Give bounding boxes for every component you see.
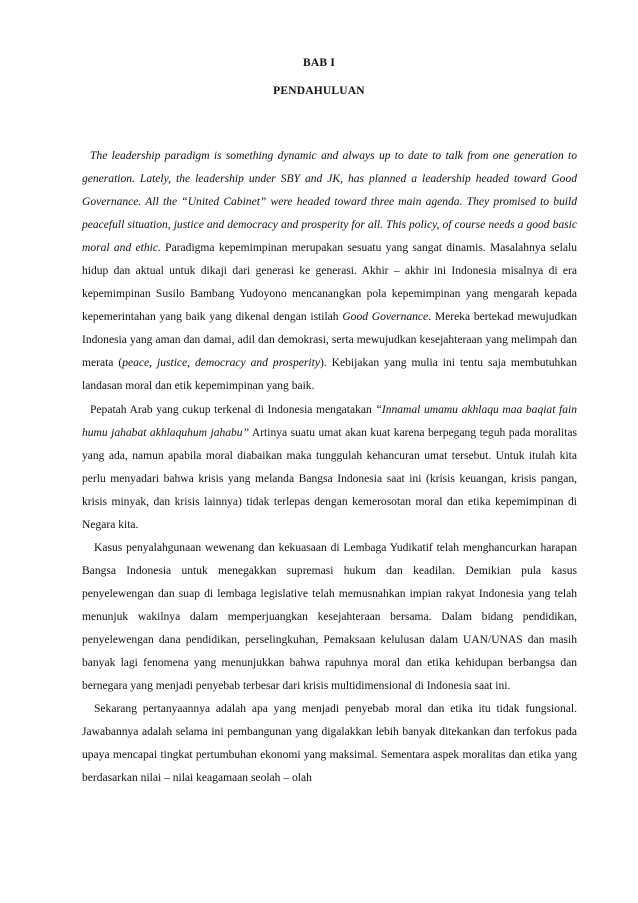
paragraph-2-text-b: Artinya suatu umat akan kuat karena berpegang teguh pada moralitas yang ada, namun apabila moral diabaikan maka tunggulah kehancuran umat tersebut. Untuk itulah kita perlu menyadari bahwa krisis yang melanda Bangsa Indonesia saat ini (krisis keuangan, krisis pangan, krisis minyak, dan krisis lainnya) tidak terlepas dengan kemerosotan moral dan etika kepemimpinan di Negara kita. (82, 426, 577, 531)
paragraph-3: Kasus penyalahgunaan wewenang dan kekuasaan di Lembaga Yudikatif telah menghancurkan harapan Bangsa Indonesia untuk menegakkan supremasi hukum dan keadilan. Demikian pula kasus penyelewengan dan suap di lembaga legislative telah memusnahkan impian rakyat Indonesia yang telah menunjuk wakilnya dalam memperjuangkan kesejahteraan bersama. Dalam bidang pendidikan, penyelewengan dana pendidikan, perselingkuhan, Pemaksaan kelulusan dalam UAN/UNAS dan masih banyak lagi fenomena yang menunjukkan bahwa rapuhnya moral dan etika kehidupan berbangsa dan bernegara yang menjadi penyebab terbesar dari krisis multidimensional di Indonesia saat ini. (82, 541, 577, 693)
term-good-governance: Good Governance (342, 311, 429, 324)
english-abstract: The leadership paradigm is something dynamic and always up to date to talk from one generation to generation. Lately, the leadership under SBY and JK, has planned a leadership headed toward Good Governance. All the “United Cabinet” were headed toward three main agenda. They promised to build peacefull situation, justice and democracy and prosperity for all. This policy, of course needs a good basic moral and ethic. (82, 150, 577, 255)
paragraph-4: Sekarang pertanyaannya adalah apa yang menjadi penyebab moral dan etika itu tidak fungsional. Jawabannya adalah selama ini pembangunan yang digalakkan lebih banyak ditekankan dan terfokus pada upaya mencapai tingkat pertumbuhan ekonomi yang maksimal. Sementara aspek moralitas dan etika yang berdasarkan nilai – nilai keagamaan seolah – olah (82, 703, 577, 785)
term-peace-justice: peace, justice, democracy and prosperity (122, 357, 320, 370)
chapter-number: BAB I (303, 57, 335, 69)
arab-proverb: “Innamal umamu akhlaqu maa baqiat fain humu jahabat akhlaquhum jahabu” (82, 403, 577, 439)
body-text (82, 145, 577, 790)
paragraph-2 (82, 399, 577, 537)
paragraph-1-text-a: Paradigma kepemimpinan merupakan sesuatu yang sangat dinamis. Masalahnya selalu hidup dan aktual untuk dikaji dari generasi ke generasi. Akhir – akhir ini Indonesia misalnya di era kepemimpinan Susilo Bambang Yudoyono mencanangkan pola kepemimpinan yang mengarah kepada kepemerintahan yang baik yang dikenal dengan istilah (82, 242, 577, 324)
paragraph-1 (82, 145, 577, 399)
paragraph-2-text-a: Pepatah Arab yang cukup terkenal di Indonesia mengatakan (90, 403, 376, 416)
paragraph-1-text-b: . Mereka bertekad mewujudkan Indonesia yang aman dan damai, adil dan demokrasi, serta mewujudkan kesejahteraan yang melimpah dan merata ( (82, 311, 577, 370)
paragraph-1-text-c: ). Kebijakan yang mulia ini tentu saja membutuhkan landasan moral dan etik kepemimpinan yang baik. (82, 357, 577, 393)
chapter-title: PENDAHULUAN (273, 85, 365, 97)
